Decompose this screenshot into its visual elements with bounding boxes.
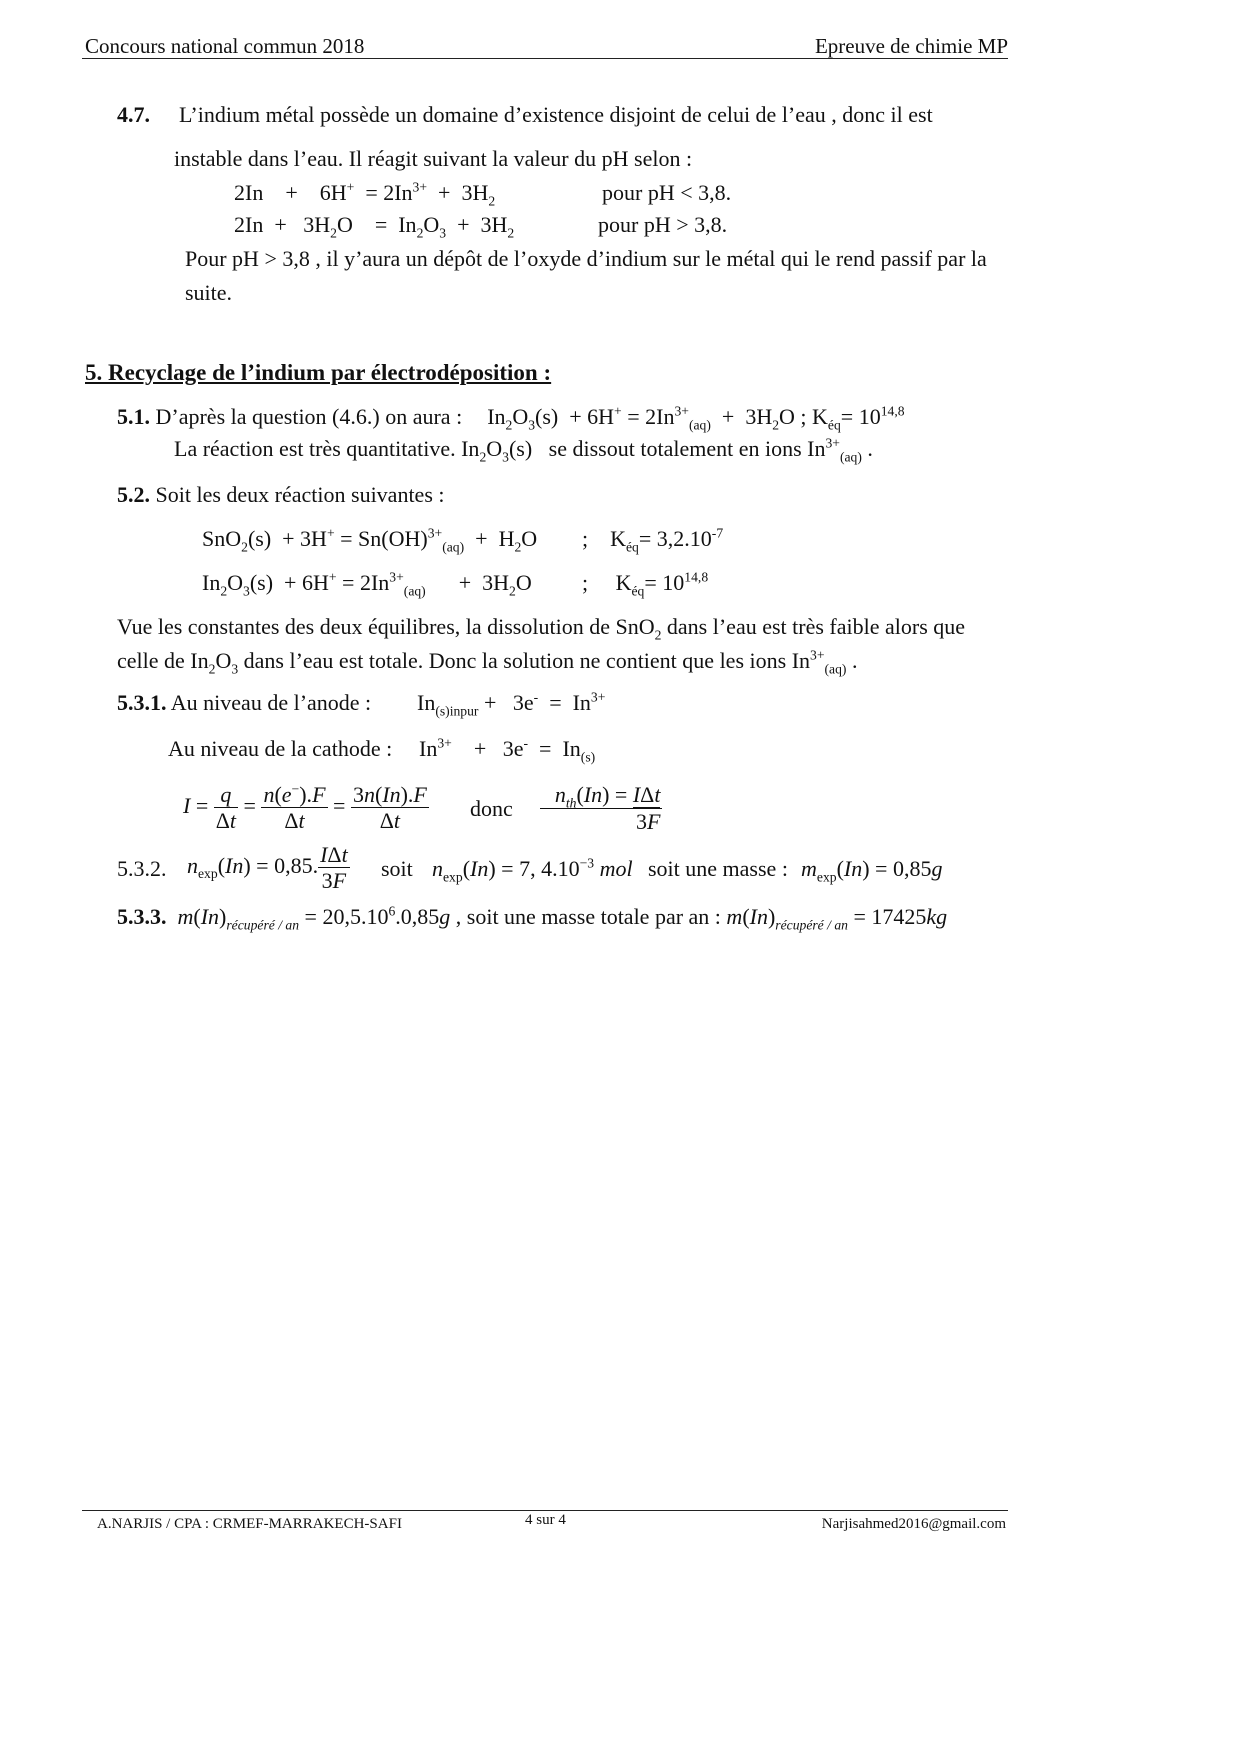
- q531-anode-line: [117, 690, 371, 716]
- q47-condition-1: pour pH < 3,8.: [602, 180, 732, 205]
- q52-k1: ; $K_{éq}= 3,2.10^{-7}$: [582, 525, 724, 555]
- q52-k2-exp: 14,8: [684, 569, 709, 585]
- q532-soit: soit: [381, 856, 413, 881]
- q47-conclusion-1: Pour pH > 3,8 , il y’aura un dépôt de l’oxyde d’indium sur le métal qui le rend passif par la: [185, 246, 987, 271]
- footer-left: A.NARJIS / CPA : CRMEF-MARRAKECH-SAFI: [97, 1516, 402, 1532]
- q52-intro: Soit les deux réaction suivantes :: [155, 482, 445, 507]
- q52-line1: [117, 482, 445, 508]
- q52-celle-b: dans l’eau est totale. Donc la solution ne contient que les ions: [243, 648, 787, 673]
- q47-equation-2: $2In + 3H_2O$ = $In_2O_3 + 3H_2$: [234, 212, 515, 241]
- section-5-title: 5. Recyclage de l’indium par électrodéposition :: [85, 360, 552, 385]
- q533-total: 17425: [871, 904, 927, 929]
- q52-celle-line: celle de $In_2O_3$ dans l’eau est totale. Donc la solution ne contient que les ions $In^{3+}_{(aq)}$ .: [117, 647, 858, 677]
- q531-anode-label: Au niveau de l’anode :: [170, 690, 372, 715]
- q531-nth-formula: $n_{th}(In)$ = IΔt 3F: [540, 782, 662, 835]
- q52-equation-1: $SnO_2(s) + 3H^+ = Sn(OH)^{3+}_{(aq)} + H_2O$: [202, 525, 538, 555]
- q47-line1: [117, 102, 933, 128]
- q52-k2: ; $K_{éq}= 10^{14,8}$: [582, 569, 709, 599]
- q533-value: 20,5.10: [322, 904, 389, 929]
- q532-masse-label: soit une masse :: [648, 856, 788, 881]
- q531-anode-equation: $In_{(s)inpur} + 3e^- = In^{3+}$: [417, 689, 606, 719]
- q532-mexp-value: $m_{exp}(In) = 0,85g$: [801, 856, 943, 885]
- q52-vue-line: Vue les constantes des deux équilibres, la dissolution de SnO$_2$ dans l’eau est très faible alors que: [117, 614, 966, 643]
- q531-donc: donc: [470, 796, 513, 821]
- q47-number: 4.7.: [117, 102, 150, 127]
- q532-n-exp: −3: [579, 855, 595, 871]
- footer-rule: [82, 1510, 1008, 1511]
- q532-n-value: 7, 4.10: [519, 856, 580, 881]
- q532-nexp-value: $n_{exp}(In) = 7$, $4.10^{-3}$ mol: [432, 855, 633, 885]
- q51-equation: $In_2O_3(s) + 6H^+ = 2In^{3+}_{(aq)} + 3H_2O$ ; $K_{éq}= 10^{14,8}$: [487, 403, 905, 433]
- q47-conclusion-2: suite.: [185, 280, 233, 305]
- q52-vue-a: Vue les constantes des deux équilibres, la dissolution de: [117, 614, 610, 639]
- q52-k1-value: 3,2.10: [656, 526, 712, 551]
- q533-value-tail: .0,85: [395, 904, 440, 929]
- q532-number: 5.3.2.: [117, 856, 167, 881]
- q531-current-formula: I = $\frac{q}{\Delta t}$ = $\frac{n(e^-).F}{\Delta t}$ = $\frac{3n(In).F}{\Delta t}$: [183, 781, 427, 834]
- q51-line1: [117, 403, 905, 433]
- q533-mid: , soit une masse totale par an :: [455, 904, 721, 929]
- q52-celle-a: celle de: [117, 648, 185, 673]
- q533-number: 5.3.3.: [117, 904, 167, 929]
- q532-coef: 0,85.: [274, 852, 319, 878]
- q52-vue-b: dans l’eau est très faible alors que: [666, 614, 966, 639]
- q52-k1-exp: -7: [711, 525, 724, 541]
- header-left: Concours national commun 2018: [85, 34, 365, 58]
- q532-nexp-formula: $n_{exp}(In) = 0,85$. $\frac{\text{IΔt}}{3F}$: [187, 842, 348, 894]
- q52-equation-2: $In_2O_3(s) + 6H^+ = 2In^{3+}_{(aq)}$ + $3H_2O$: [202, 569, 532, 599]
- q47-equation-1: 2In + $6H^+ = 2In^{3+} + 3H_2$: [234, 179, 496, 209]
- q47-text-1: L’indium métal possède un domaine d’existence disjoint de celui de l’eau , donc il est: [179, 102, 933, 127]
- q531-number: 5.3.1.: [117, 690, 167, 715]
- q531-cathode-equation: $In^{3+}$ + $3e^- = In_{(s)}$: [419, 735, 596, 765]
- q533-line: 5.3.3. $m(In)_{récupéré / an} = 20,5.10^6.0,85g$ , soit une masse totale par an : $m(In)_{récupéré / an} = 17425kg$: [117, 903, 948, 933]
- footer-page-number: 4 sur 4: [525, 1512, 566, 1528]
- q47-text-2: instable dans l’eau. Il réagit suivant la valeur du pH selon :: [174, 146, 693, 171]
- header-rule: [82, 58, 1008, 59]
- q51-line2: La réaction est très quantitative. $In_2O_3(s)$ se dissout totalement en ions $In^{3+}_{(aq)}$ .: [174, 435, 873, 465]
- q51-number: 5.1.: [117, 404, 150, 429]
- q52-number: 5.2.: [117, 482, 150, 507]
- header-right: Epreuve de chimie MP: [814, 34, 1008, 58]
- q51-text-b: se dissout totalement en ions: [548, 436, 802, 461]
- q51-text-a: La réaction est très quantitative.: [174, 436, 456, 461]
- footer-right: Narjisahmed2016@gmail.com: [821, 1516, 1006, 1532]
- q47-condition-2: pour pH > 3,8.: [598, 212, 728, 237]
- q51-intro: D’après la question (4.6.) on aura :: [155, 404, 463, 429]
- q531-cathode-label: Au niveau de la cathode :: [168, 736, 393, 761]
- q532-m-value: 0,85: [892, 856, 932, 881]
